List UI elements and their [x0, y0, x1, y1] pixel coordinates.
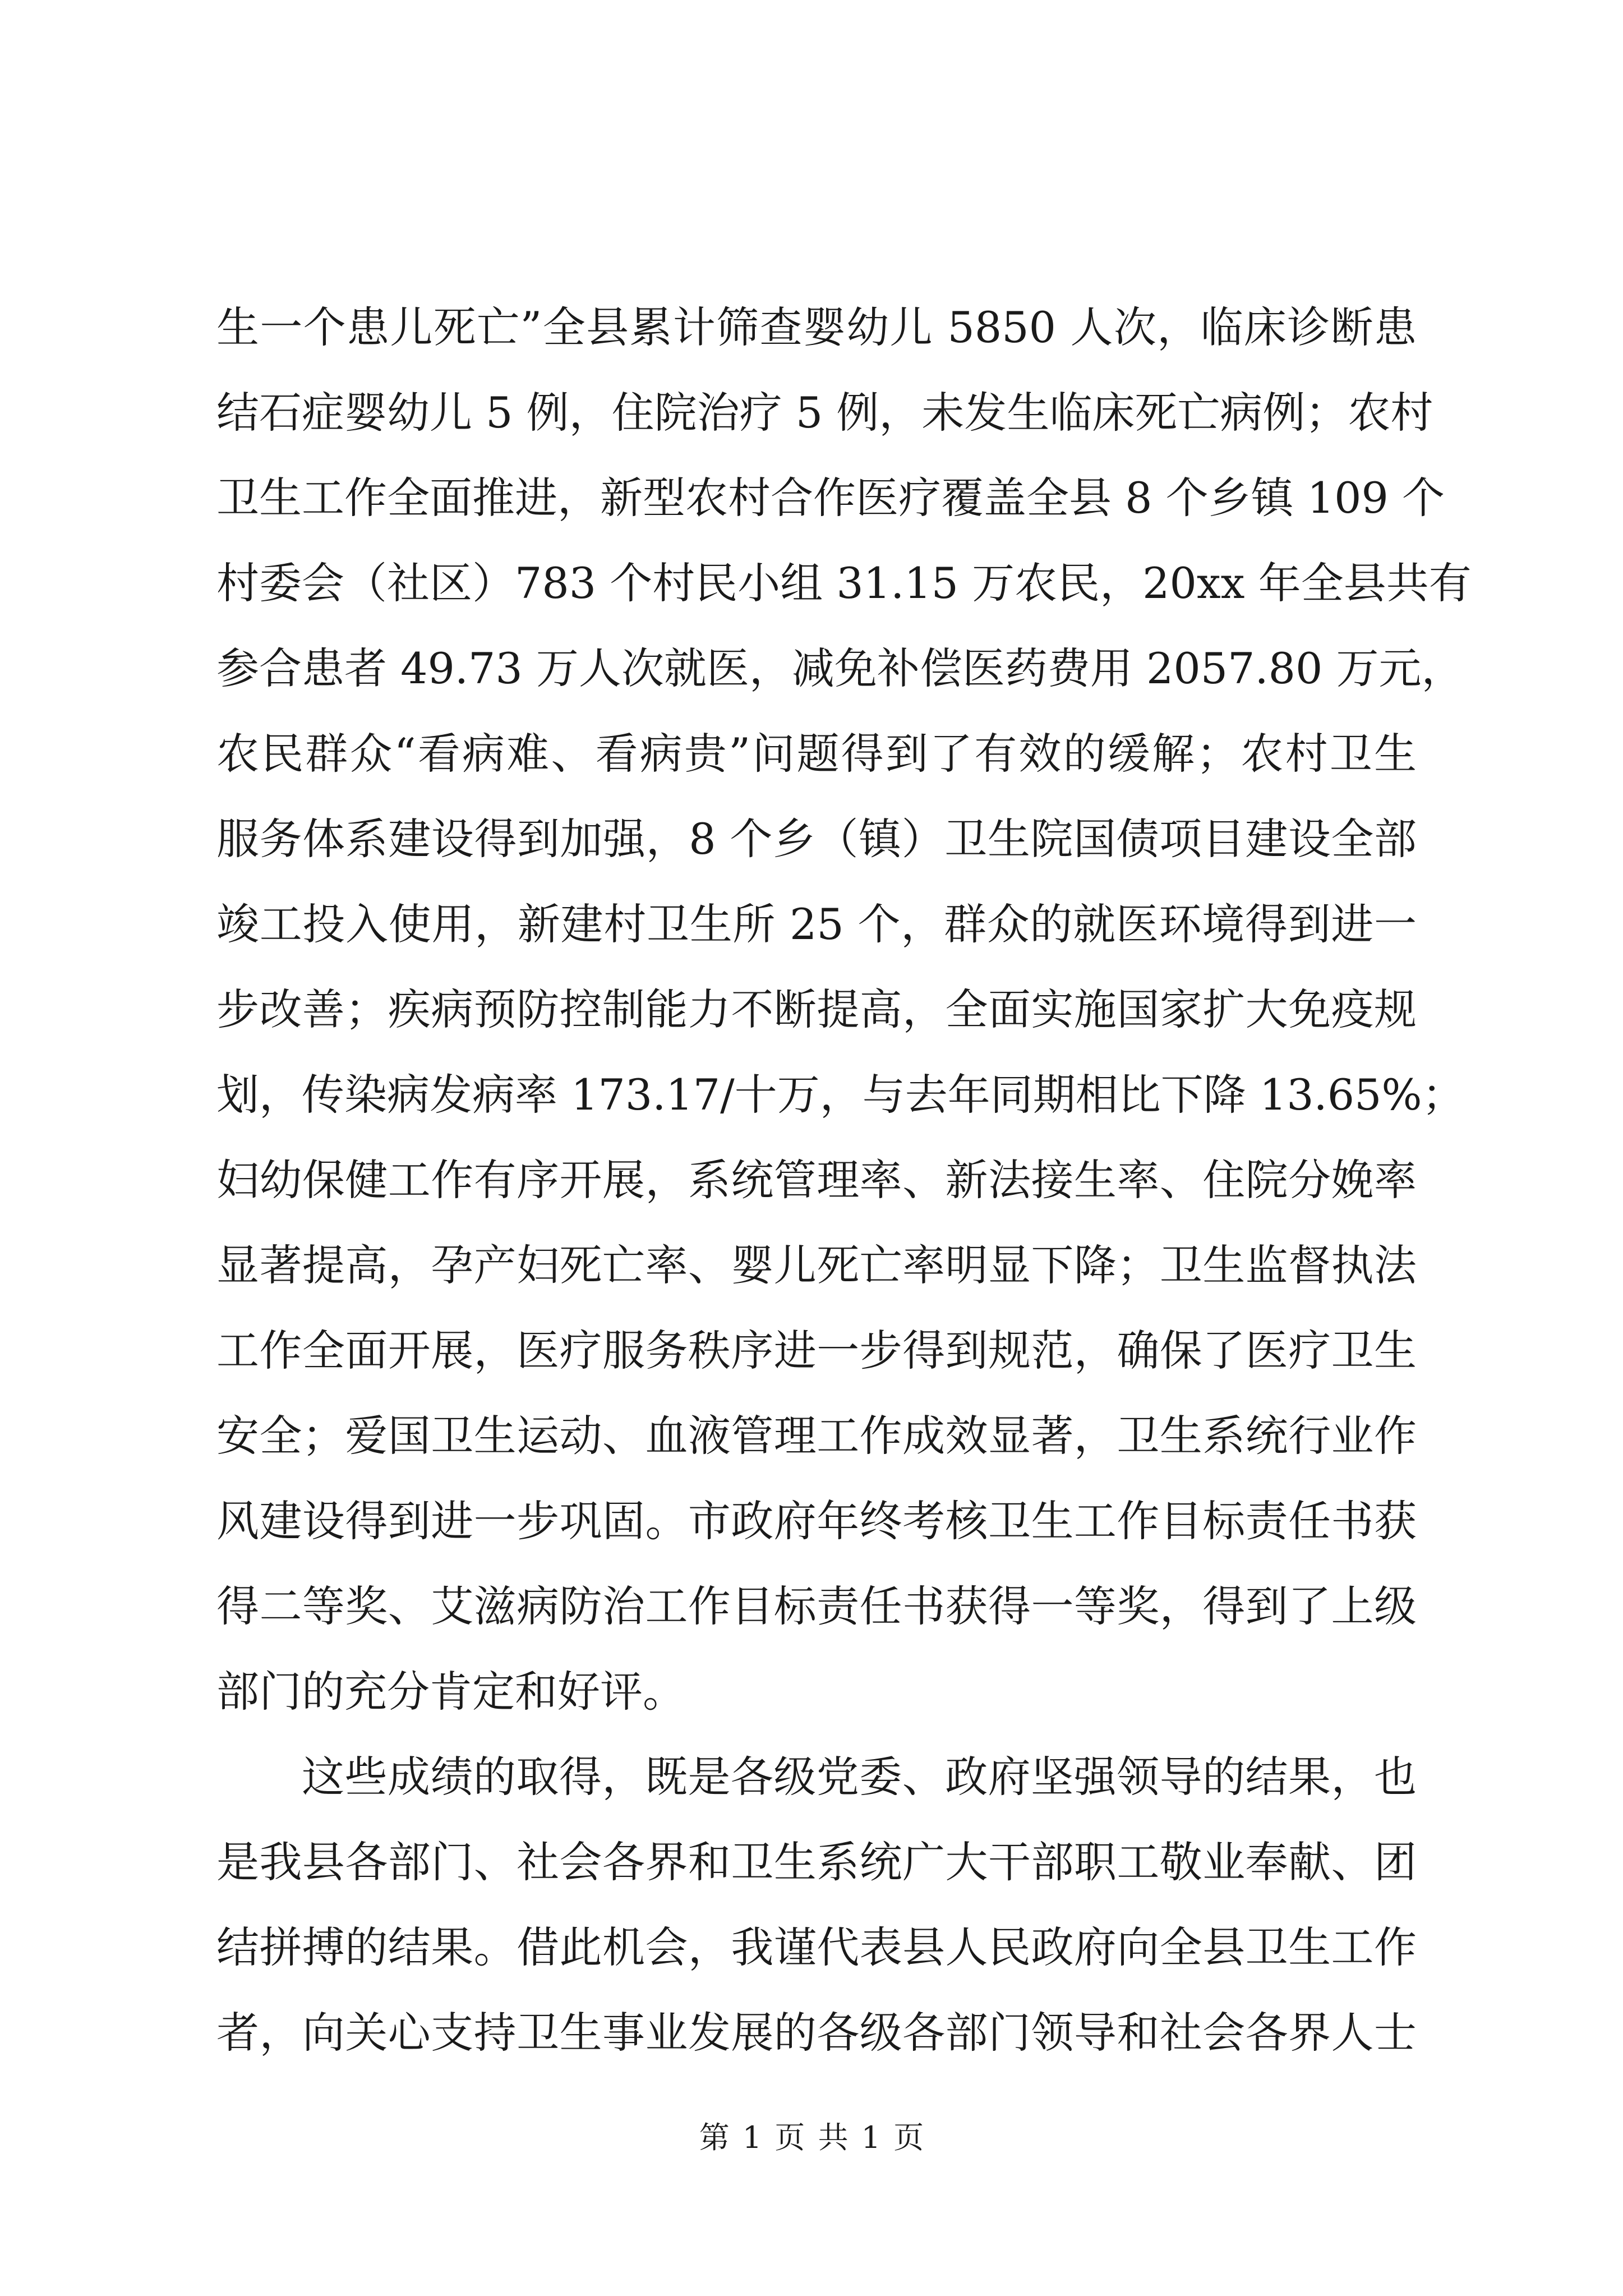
text-line: 服务体系建设得到加强，8 个乡（镇）卫生院国债项目建设全部: [216, 814, 1417, 864]
text-line: 是我县各部门、社会各界和卫生系统广大干部职工敬业奉献、团: [216, 1837, 1417, 1887]
text-line: 步改善；疾病预防控制能力不断提高，全面实施国家扩大免疫规: [216, 984, 1417, 1034]
text-line: 得二等奖、艾滋病防治工作目标责任书获得一等奖，得到了上级: [216, 1581, 1417, 1631]
text-line: 者，向关心支持卫生事业发展的各级各部门领导和社会各界人士: [216, 2008, 1417, 2058]
text-line: 划，传染病发病率 173.17/十万，与去年同期相比下降 13.65%；: [216, 1070, 1465, 1120]
text-line: 部门的充分肯定和好评。: [216, 1667, 685, 1717]
text-line: 卫生工作全面推进，新型农村合作医疗覆盖全县 8 个乡镇 109 个: [216, 473, 1445, 523]
text-line: 这些成绩的取得，既是各级党委、政府坚强领导的结果，也: [302, 1752, 1417, 1802]
text-line: 风建设得到进一步巩固。市政府年终考核卫生工作目标责任书获: [216, 1496, 1417, 1546]
page-number: 第 1 页 共 1 页: [699, 2120, 924, 2155]
document-body: [216, 285, 1472, 2076]
text-line: 参合患者 49.73 万人次就医，减免补偿医药费用 2057.80 万元，: [216, 643, 1464, 693]
paragraph-1: [216, 285, 1472, 1734]
text-line: 显著提高，孕产妇死亡率、婴儿死亡率明显下降；卫生监督执法: [216, 1240, 1417, 1290]
text-line: 结拼搏的结果。借此机会，我谨代表县人民政府向全县卫生工作: [216, 1922, 1417, 1972]
text-line: 农民群众“看病难、看病贵”问题得到了有效的缓解；农村卫生: [216, 729, 1417, 779]
page-footer: [0, 2114, 1623, 2157]
text-line: 妇幼保健工作有序开展，系统管理率、新法接生率、住院分娩率: [216, 1155, 1417, 1205]
text-line: 结石症婴幼儿 5 例，住院治疗 5 例，未发生临床死亡病例；农村: [216, 388, 1433, 438]
text-line: 工作全面开展，医疗服务秩序进一步得到规范，确保了医疗卫生: [216, 1326, 1417, 1375]
text-line: 安全；爱国卫生运动、血液管理工作成效显著，卫生系统行业作: [216, 1411, 1417, 1461]
text-line: 村委会（社区）783 个村民小组 31.15 万农民，20xx 年全县共有: [216, 558, 1472, 608]
paragraph-2: [216, 1734, 1417, 2076]
text-line: 竣工投入使用，新建村卫生所 25 个，群众的就医环境得到进一: [216, 899, 1417, 949]
text-line: 生一个患儿死亡”全县累计筛查婴幼儿 5850 人次，临床诊断患: [216, 302, 1417, 352]
